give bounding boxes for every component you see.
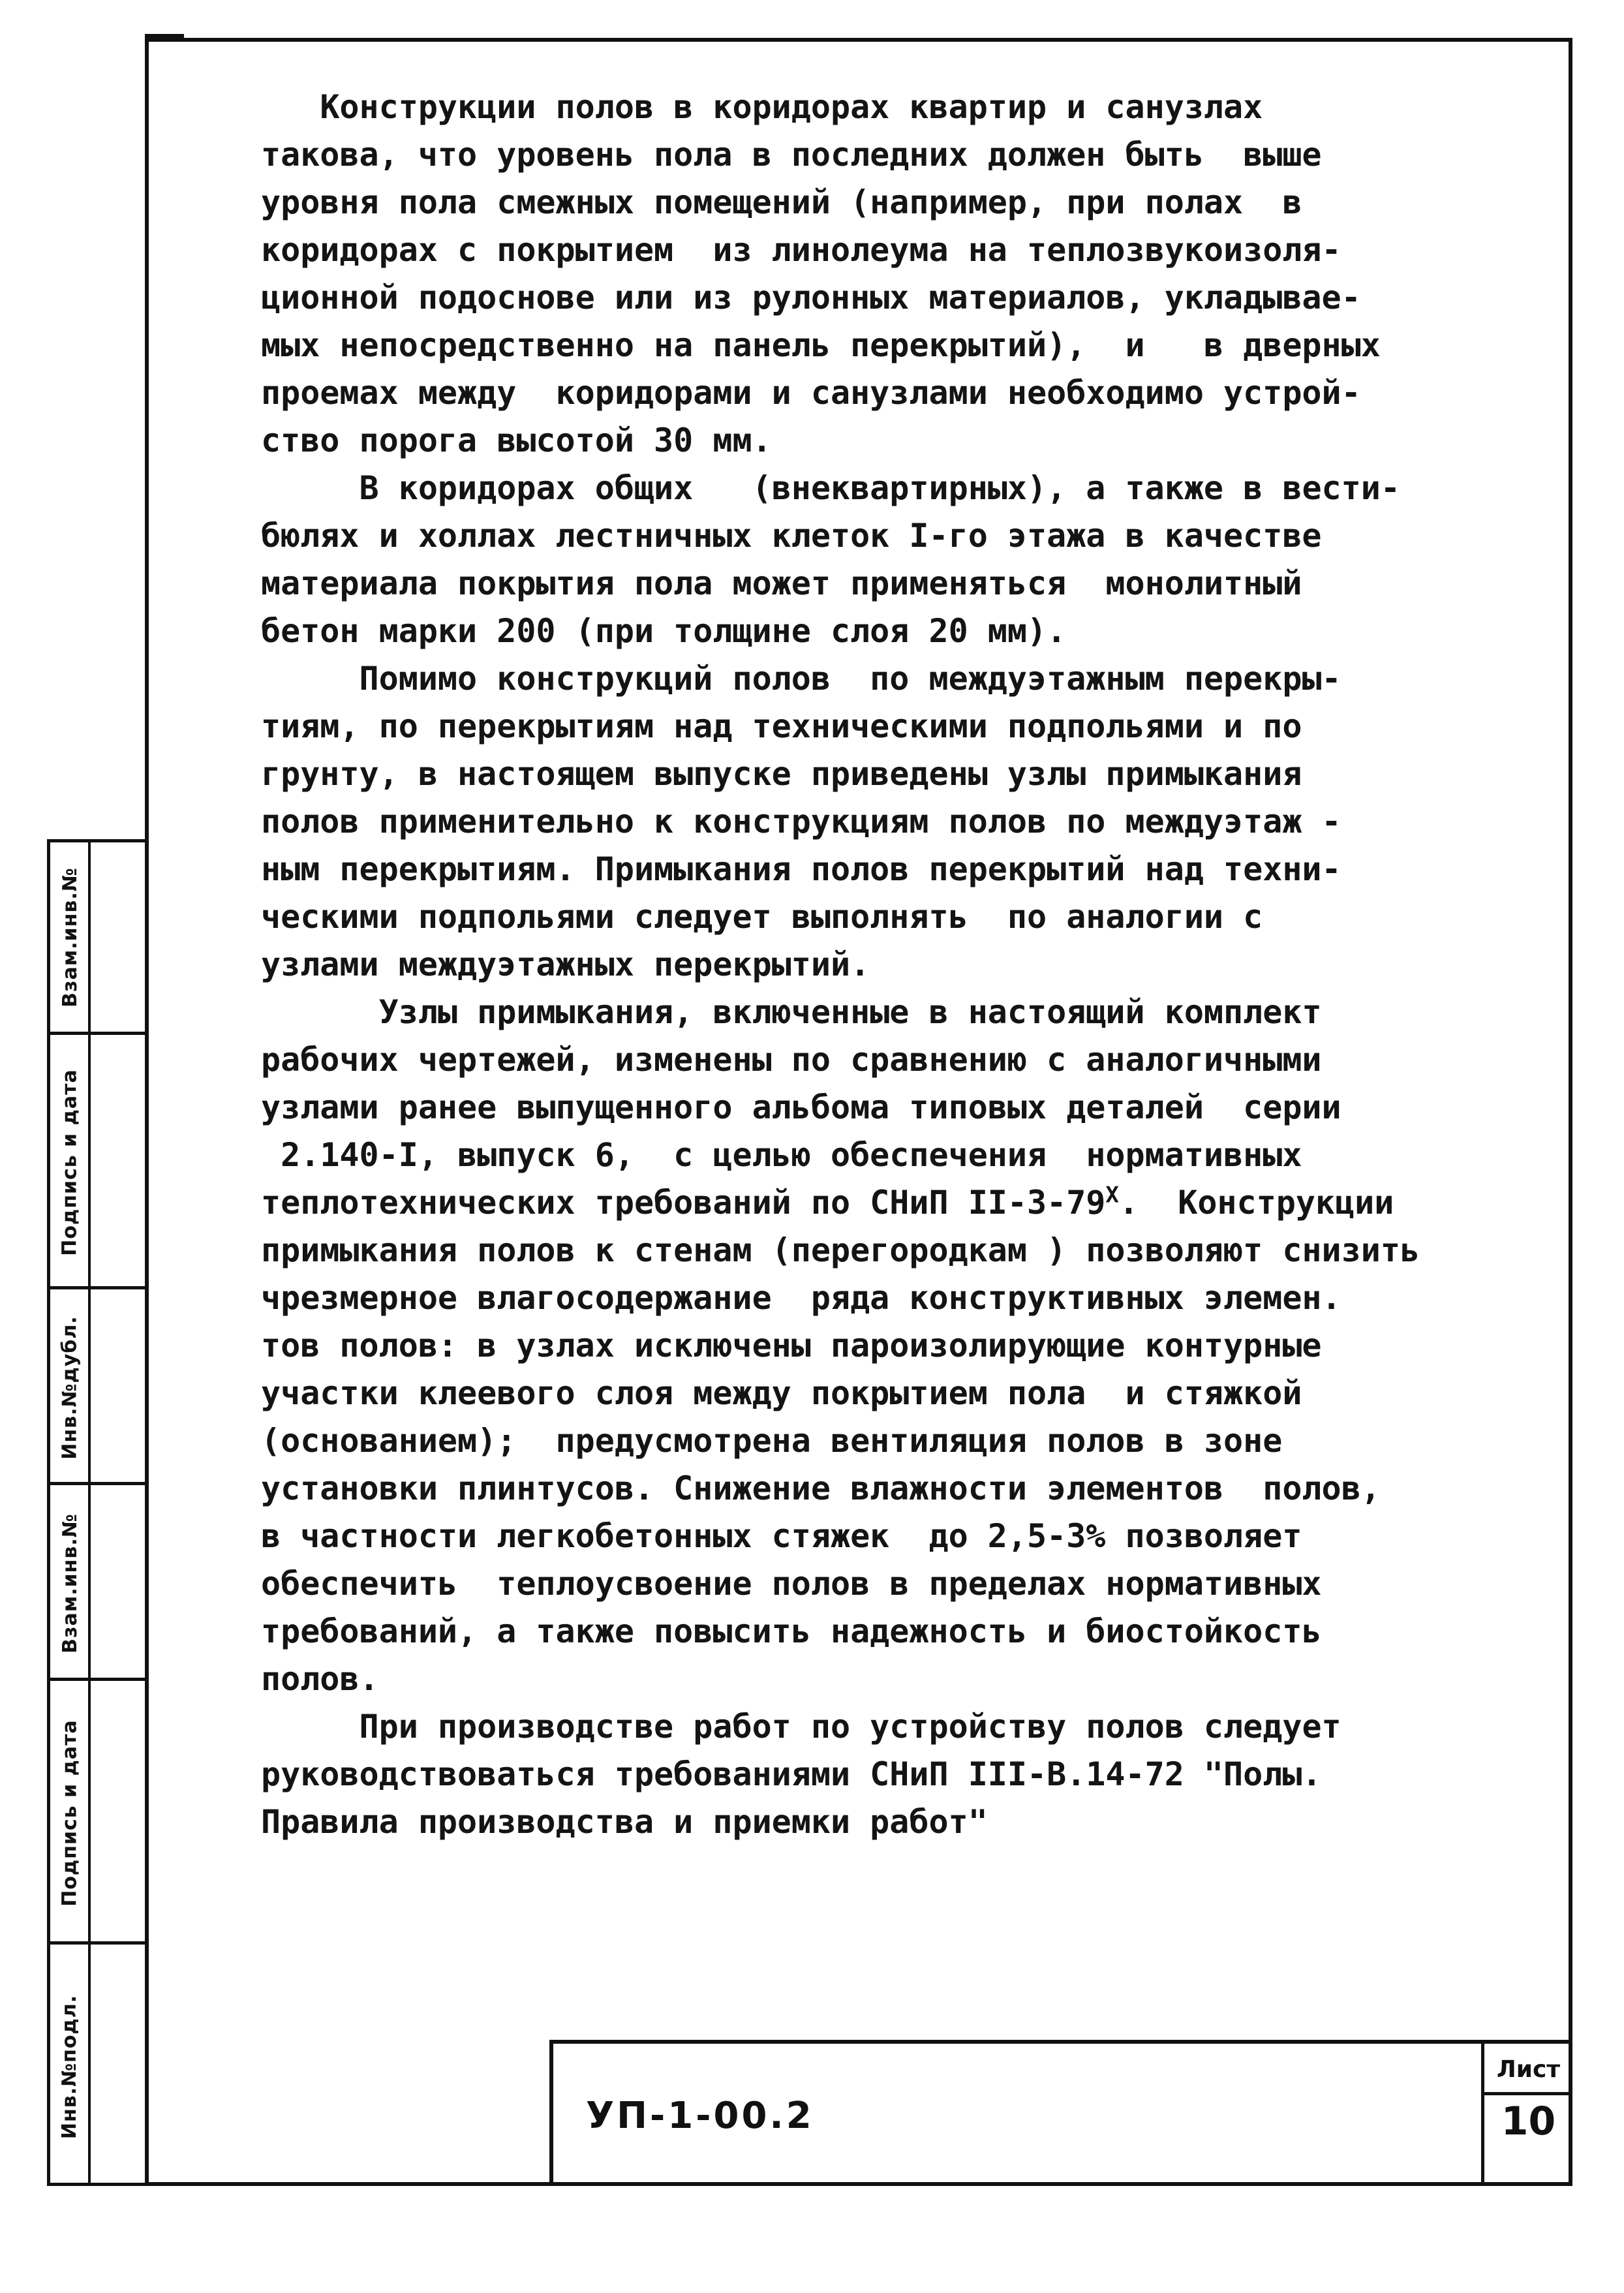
frame-corner-tick [145,34,184,38]
paragraph-5: При производстве работ по устройству полов следует руководствоваться требованиями СНиП III-В.14-72 "Полы. Правила производства и приемки работ" [261,1708,1341,1841]
signature-strip [47,839,145,2186]
title-block [549,2040,1572,2186]
sheet-label: Лист [1484,2050,1572,2095]
paragraph-1: Конструкции полов в коридорах квартир и санузлах такова, что уровень пола в последних должен быть выше уровня пола смежных помещений (например, при полах в коридорах с покрытием из линолеума на теплозвукоизоля- ционной подоснове или из рулонных материалов, укладывае- мых непосредственно на панель перекрытий), и в дверных проемах между коридорами и санузлами необходимо устрой- ство порога высотой 30 мм. [261,88,1381,459]
paragraph-4: Узлы примыкания, включенные в настоящий комплект рабочих чертежей, изменены по сравнению с аналогичными узлами ранее выпущенного альбома типовых деталей серии 2.140-I, выпуск 6, с целью обеспечения нормативных теплотехнических требований по СНиП $II-3-79^Х$. Конструкции примыкания полов к стенам (перегородкам ) позволяют снизить чрезмерное влагосодержание ряда конструктивных элемен. тов полов: в узлах исключены пароизолирующие контурные участки клеевого слоя между покрытием пола и стяжкой (основанием); предусмотрена вентиляция полов в зоне установки плинтусов. Снижение влажности элементов полов, в частности легкобетонных стяжек до 2,5-3% позволяет обеспечить теплоусвоение полов в пределах нормативных требований, а также повысить надежность и биостойкость полов. [261,993,1420,1698]
paragraph-2: В коридорах общих (внеквартирных), а также в вести- бюлях и холлах лестничных клеток I-го этажа в качестве материала покрытия пола может применяться монолитный бетон марки 200 (при толщине слоя 20 мм). [261,469,1400,650]
side-cell-vzam-inv-mid [50,1482,145,1678]
side-label-inv-dubl: Инв.№дубл. [58,1315,82,1460]
side-label-vzam-inv-mid: Взам.инв.№ [58,1513,82,1654]
snip-superscript: Х [1105,1182,1119,1208]
sheet-box [1481,2044,1572,2186]
side-cell-inv-podl [50,1941,145,2186]
side-label-signature-date-top: Подпись и дата [58,1068,82,1256]
side-cell-inv-dubl [50,1286,145,1482]
sheet-number: 10 [1501,2099,1556,2144]
side-label-signature-date-bottom: Подпись и дата [58,1719,82,1907]
paragraph-3: Помимо конструкций полов по междуэтажным перекры- тиям, по перекрытиям над техническими подпольями и по грунту, в настоящем выпуске приведены узлы примыкания полов применительно к конструкциям полов по междуэтаж - ным перекрытиям. Примыкания полов перекрытий над техни- ческими подпольями следует выполнять по аналогии с узлами междуэтажных перекрытий. [261,660,1341,983]
side-label-vzam-inv-top: Взам.инв.№ [58,867,82,1008]
document-code: УП-1-00.2 [586,2095,814,2137]
document-body [261,84,1514,1846]
paragraph-4-cont: Конструкции примыкания полов к стенам (перегородкам ) позволяют снизить чрезмерное влагосодержание ряда конструктивных элемен. тов полов: в узлах исключены пароизолирующие контурные участки клеевого слоя между покрытием пола и стяжкой (основанием); предусмотрена вентиляция полов в зоне установки плинтусов. Снижение влажности элементов полов, в частности легкобетонных стяжек до 2,5-3% позволяет обеспечить теплоусвоение полов в пределах нормативных требований, а также повысить надежность и биостойкость полов. [261,1184,1420,1698]
side-label-inv-podl: Инв.№подл. [58,1994,82,2140]
side-cell-vzam-inv [50,842,145,1032]
paragraph-4-text: Узлы примыкания, включенные в настоящий комплект рабочих чертежей, изменены по сравнению с аналогичными узлами ранее выпущенного альбома типовых деталей серии 2.140-I, выпуск 6, с целью обеспечения нормативных теплотехнических требований по СНиП II-3-79 [261,993,1341,1222]
side-cell-signature-date-bottom [50,1678,145,1941]
side-cell-signature-date-top [50,1032,145,1286]
